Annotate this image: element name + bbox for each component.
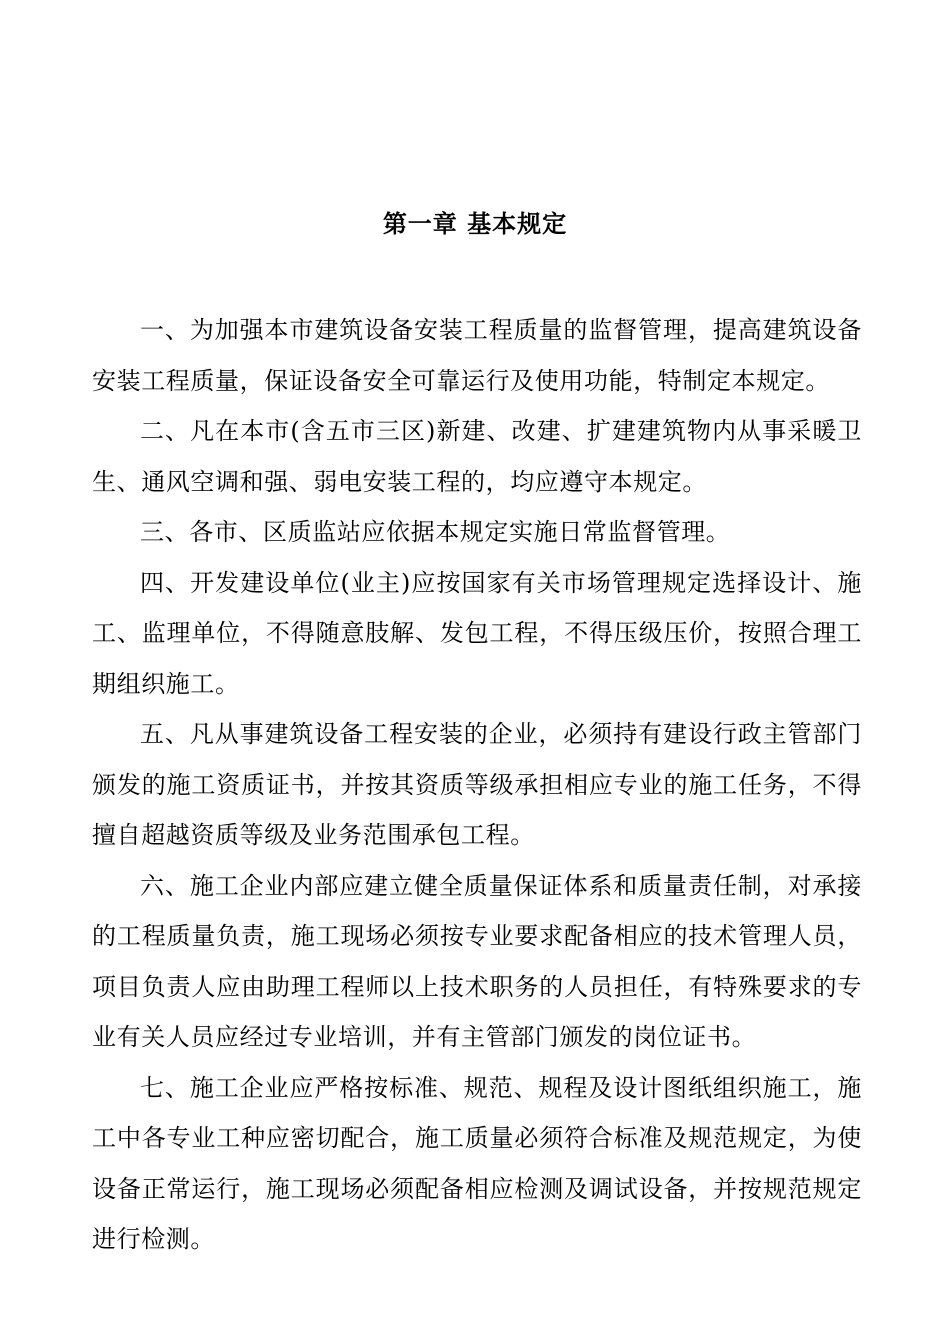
chapter-title: 第一章 基本规定 — [382, 210, 568, 238]
paragraph-2: 二、凡在本市(含五市三区)新建、改建、扩建建筑物内从事采暖卫生、通风空调和强、弱电安装工程的，均应遵守本规定。 — [92, 417, 862, 496]
paragraph-3: 三、各市、区质监站应依据本规定实施日常监督管理。 — [140, 518, 731, 546]
paragraph-4: 四、开发建设单位(业主)应按国家有关市场管理规定选择设计、施工、监理单位，不得随意肢解、发包工程，不得压级压价，按照合理工期组织施工。 — [92, 568, 862, 698]
paragraph-6: 六、施工企业内部应建立健全质量保证体系和质量责任制，对承接的工程质量负责，施工现场必须按专业要求配备相应的技术管理人员，项目负责人应由助理工程师以上技术职务的人员担任，有特殊要求的专业有关人员应经过专业培训，并有主管部门颁发的岗位证书。 — [92, 871, 862, 1051]
document-body — [92, 305, 862, 1265]
paragraph-5: 五、凡从事建筑设备工程安装的企业，必须持有建设行政主管部门颁发的施工资质证书，并按其资质等级承担相应专业的施工任务，不得擅自超越资质等级及业务范围承包工程。 — [92, 720, 862, 849]
paragraph-1: 一、为加强本市建筑设备安装工程质量的监督管理，提高建筑设备安装工程质量，保证设备安全可靠运行及使用功能，特制定本规定。 — [92, 316, 862, 395]
paragraph-7: 七、施工企业应严格按标准、规范、规程及设计图纸组织施工，施工中各专业工种应密切配合，施工质量必须符合标准及规范规定，为使设备正常运行，施工现场必须配备相应检测及调试设备，并按规范规定进行检测。 — [92, 1073, 862, 1253]
